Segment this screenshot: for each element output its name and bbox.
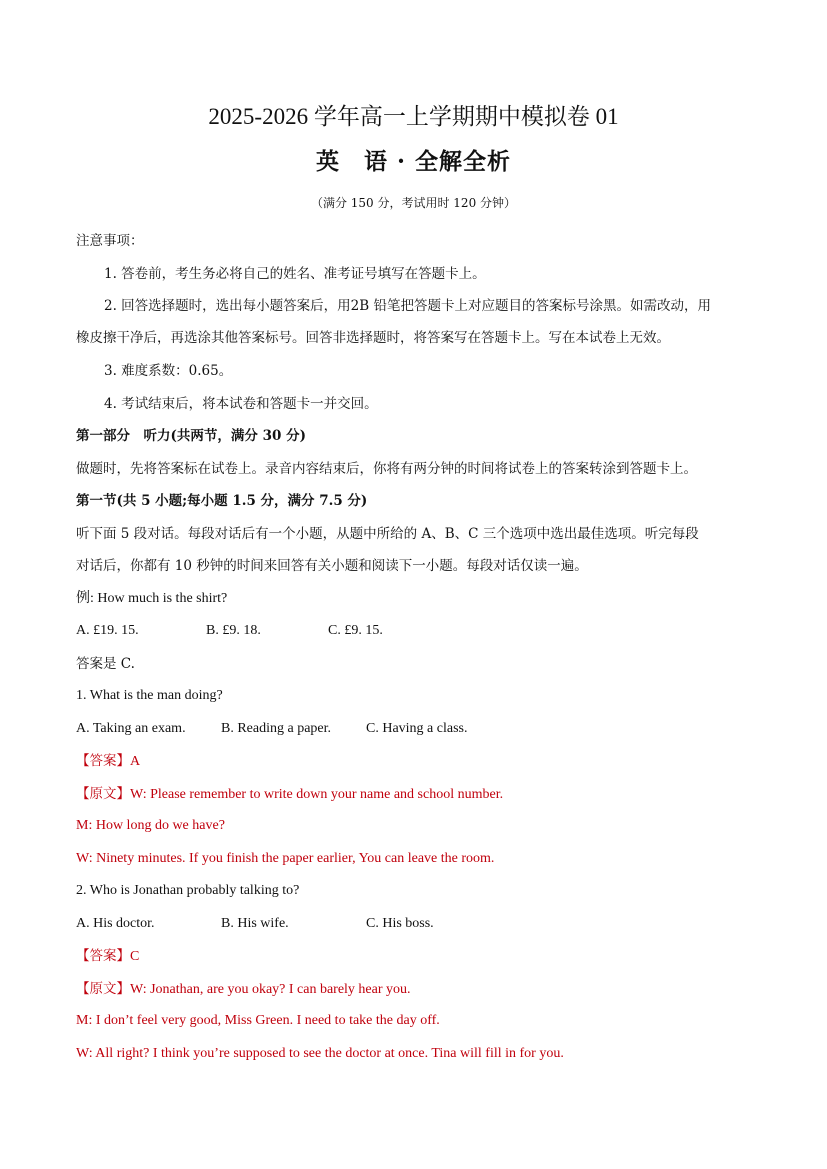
exam-subtitle: 英 语 · 全解全析	[315, 148, 512, 175]
notice-item: 1. 答卷前，考生务必将自己的姓名、准考证号填写在答题卡上。	[104, 266, 486, 282]
example-option-c: C. £9. 15.	[328, 623, 383, 638]
question-2-option-b: B. His wife.	[221, 916, 289, 931]
part-heading: 第一部分 听力(共两节，满分 30 分)	[76, 428, 306, 444]
question-1-option-a: A. Taking an exam.	[76, 721, 186, 736]
answer-value: A	[130, 754, 141, 769]
question-1-answer	[76, 752, 140, 771]
answer-label: 【答案】	[76, 753, 130, 769]
script-label: 【原文】	[76, 786, 130, 802]
exam-title: 2025-2026 学年高一上学期期中模拟卷 01	[208, 104, 619, 129]
part-instruction: 做题时，先将答案标在试卷上。录音内容结束后，你将有两分钟的时间将试卷上的答案转涂到答题卡上。	[76, 461, 697, 477]
answer-label: 【答案】	[76, 948, 130, 964]
question-1-script-line: M: How long do we have?	[76, 818, 225, 833]
question-1: 1. What is the man doing?	[76, 688, 223, 703]
question-2-script-line: W: All right? I think you’re supposed to see the doctor at once. Tina will fill in for you.	[76, 1046, 564, 1061]
notice-heading: 注意事项：	[76, 233, 144, 249]
exam-score-note: （满分 150 分，考试用时 120 分钟）	[310, 196, 517, 210]
notice-item: 2. 回答选择题时，选出每小题答案后，用2B 铅笔把答题卡上对应题目的答案标号涂黑。如需改动，用	[104, 298, 711, 314]
example-question: 例: How much is the shirt?	[76, 591, 228, 606]
question-2: 2. Who is Jonathan probably talking to?	[76, 883, 300, 898]
question-2-script-line	[76, 980, 411, 999]
question-1-script-line	[76, 785, 503, 804]
question-1-option-b: B. Reading a paper.	[221, 721, 332, 736]
section-heading: 第一节(共 5 小题;每小题 1.5 分，满分 7.5 分)	[76, 493, 368, 509]
question-1-option-c: C. Having a class.	[366, 721, 468, 736]
script-text: W: Jonathan, are you okay? I can barely hear you.	[130, 982, 411, 997]
notice-item: 4. 考试结束后，将本试卷和答题卡一并交回。	[104, 396, 378, 412]
example-answer: 答案是 C.	[76, 656, 135, 672]
example-option-a: A. £19. 15.	[76, 623, 139, 638]
question-2-option-c: C. His boss.	[366, 916, 434, 931]
question-2-answer	[76, 947, 139, 966]
script-text: W: Please remember to write down your name and school number.	[130, 787, 504, 802]
example-option-b: B. £9. 18.	[206, 623, 261, 638]
question-1-script-line: W: Ninety minutes. If you finish the paper earlier, You can leave the room.	[76, 851, 495, 866]
answer-value: C	[130, 949, 140, 964]
section-instruction: 对话后，你都有 10 秒钟的时间来回答有关小题和阅读下一小题。每段对话仅读一遍。	[76, 558, 588, 574]
section-instruction: 听下面 5 段对话。每段对话后有一个小题，从题中所给的 A、B、C 三个选项中选出最佳选项。听完每段	[76, 526, 699, 542]
notice-item-continued: 橡皮擦干净后，再选涂其他答案标号。回答非选择题时，将答案写在答题卡上。写在本试卷上无效。	[76, 330, 670, 346]
notice-item: 3. 难度系数：0.65。	[104, 363, 233, 379]
question-2-script-line: M: I don’t feel very good, Miss Green. I need to take the day off.	[76, 1013, 440, 1028]
question-2-option-a: A. His doctor.	[76, 916, 155, 931]
script-label: 【原文】	[76, 981, 130, 997]
